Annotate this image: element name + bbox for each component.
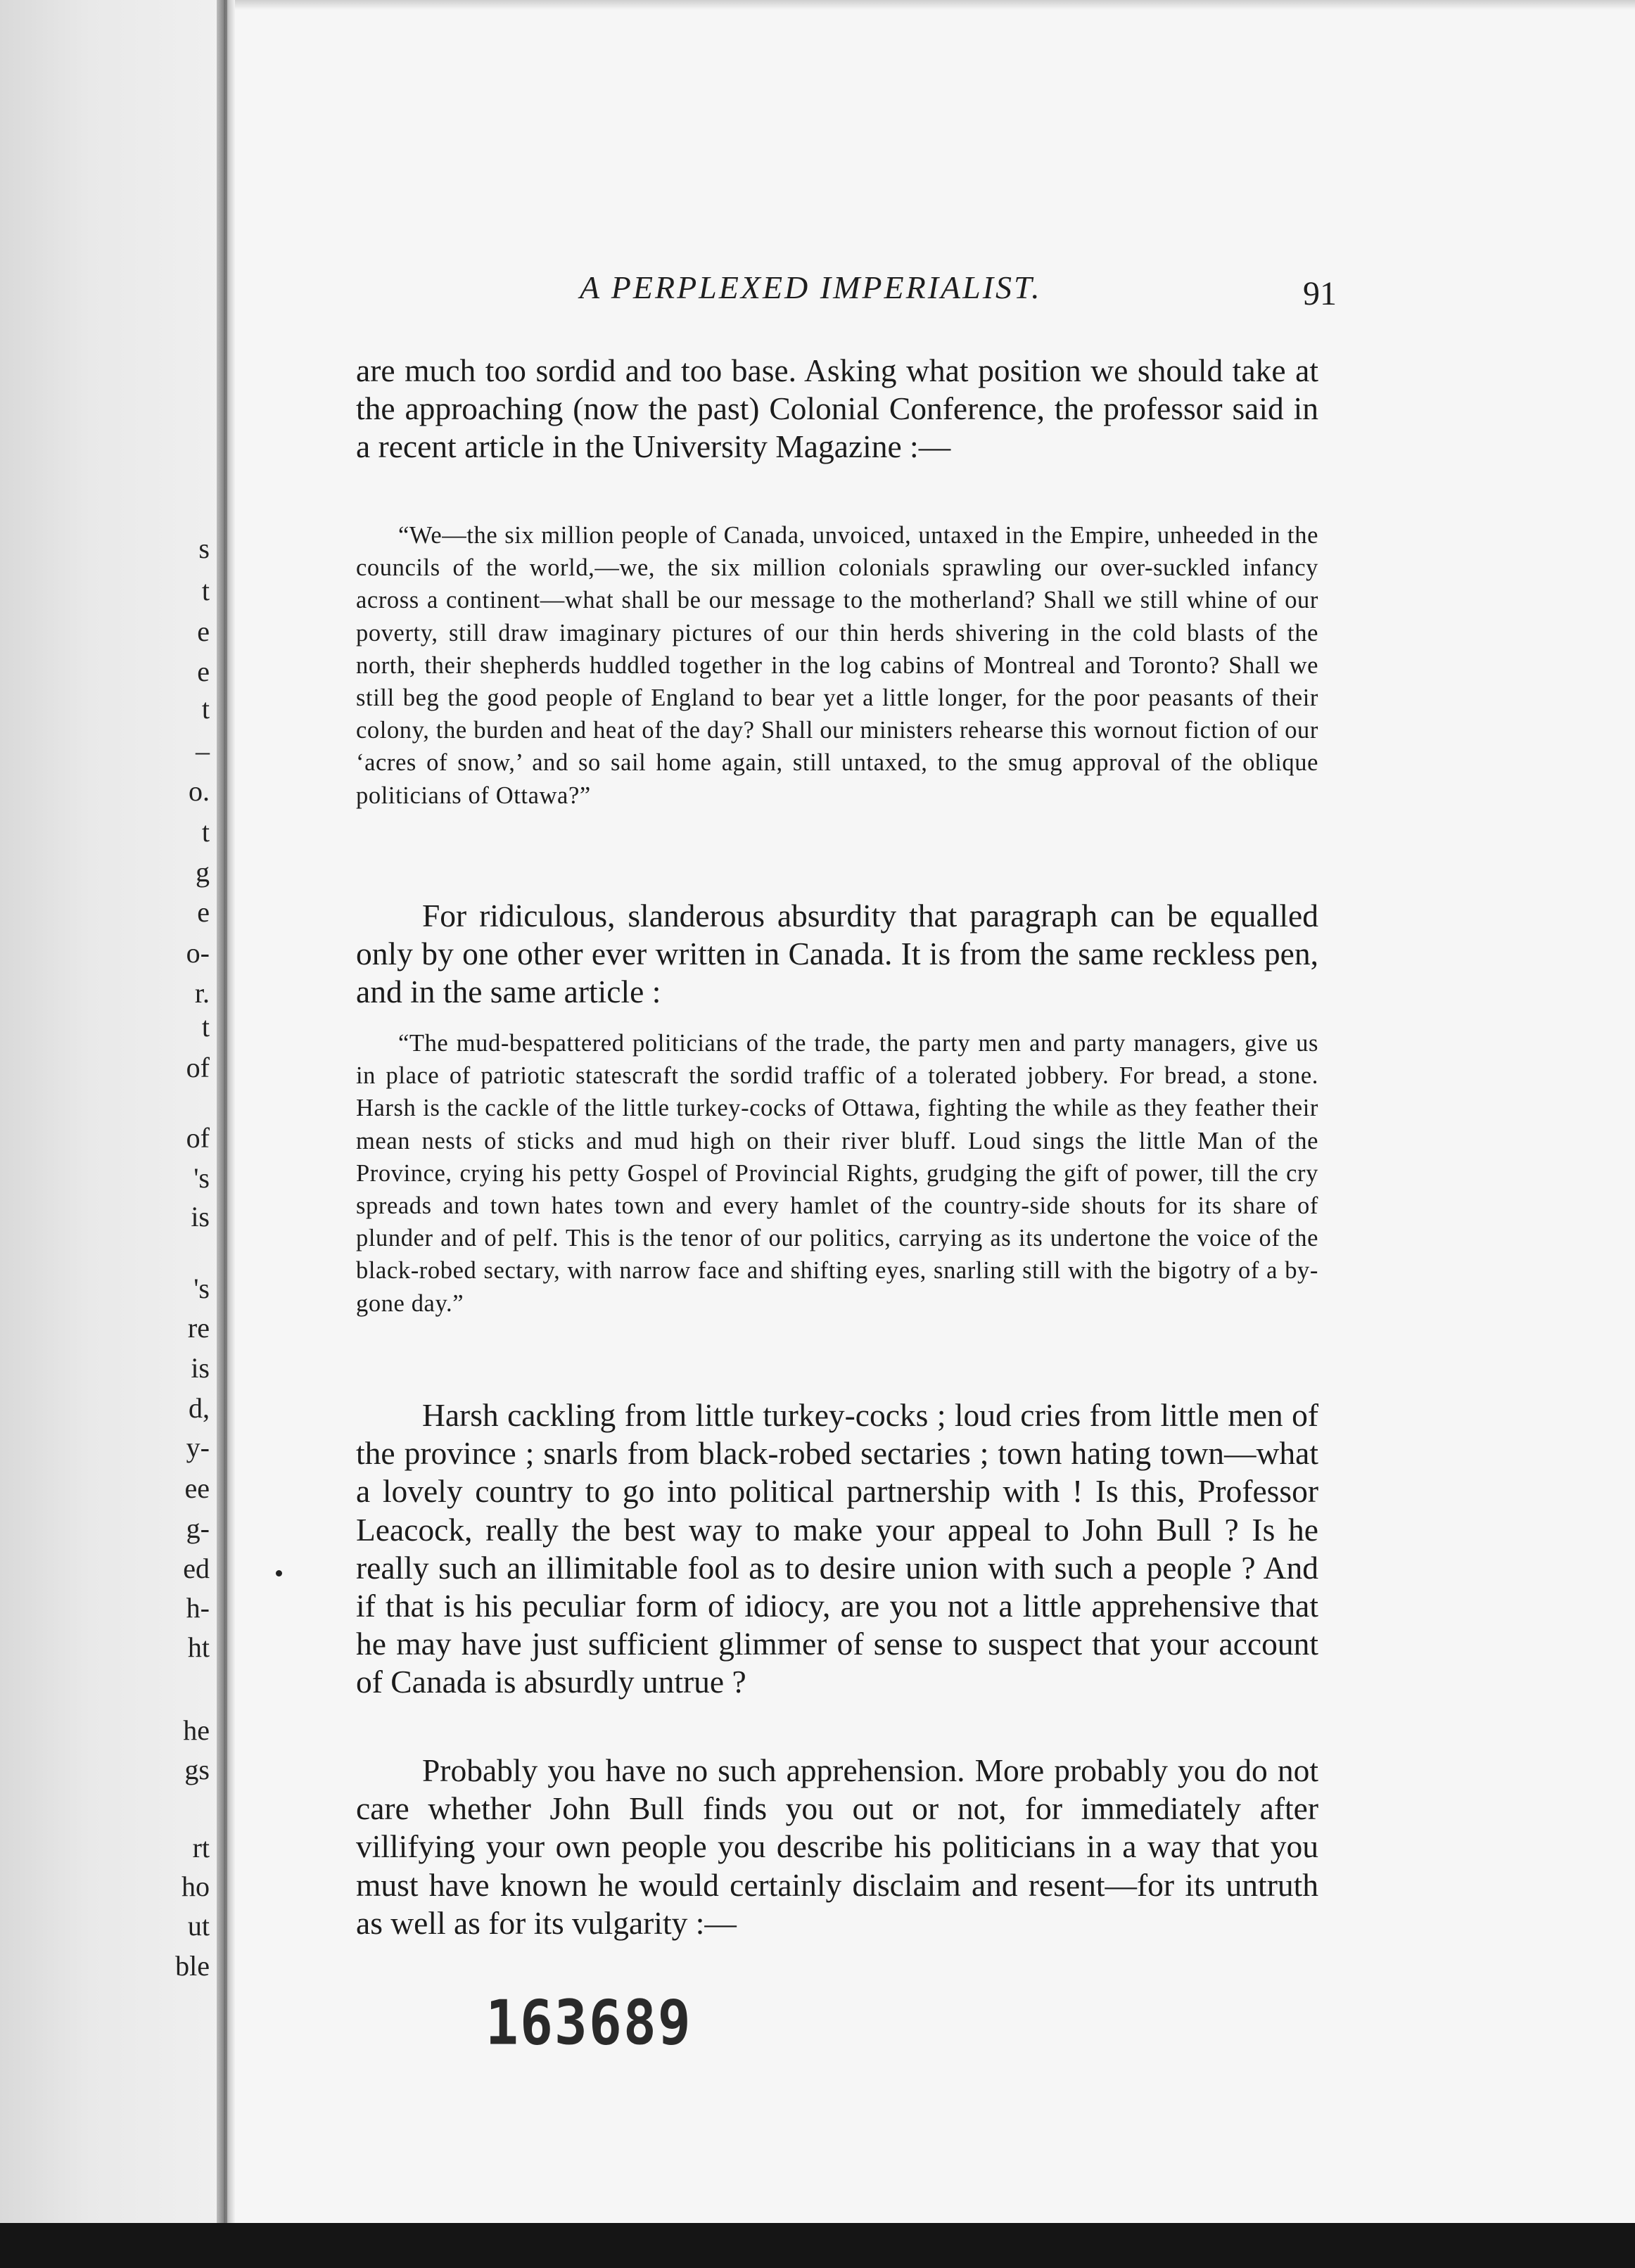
margin-dot [276, 1570, 282, 1576]
margin-fragment: t [201, 816, 210, 848]
margin-fragment: of [186, 1122, 210, 1154]
margin-fragment: rt [192, 1832, 210, 1864]
margin-fragment: re [187, 1312, 210, 1344]
margin-fragment: s [198, 533, 210, 564]
quote-2 [356, 1027, 1318, 1320]
margin-fragment: d, [189, 1392, 210, 1424]
paragraph-4-text: Probably you have no such apprehension. More probably you do not care whether John Bull finds you out or not, for immediately after villifying your own people you describe his politicians in a way that you must have known he would certainly disclaim and resent—for its untruth as well as for its vulgarity :— [356, 1752, 1318, 1941]
running-head: A PERPLEXED IMPERIALIST. [580, 269, 1042, 305]
margin-fragment: ed [183, 1553, 210, 1584]
paragraph-1 [356, 352, 1318, 466]
margin-fragment: is [191, 1352, 210, 1384]
margin-fragment: 's [193, 1273, 210, 1304]
paragraph-3-text: Harsh cackling from little turkey-cocks ; loud cries from little men of the province ; snarls from black-robed sectaries ; town hating town—what a lovely country to go into political partnership with ! Is this, Professor Leacock, really the best way to make your appeal to John Bull ? Is he really such an illimitable fool as to desire union with such a people ? And if that is his peculiar form of idiocy, are you not a little apprehensive that he may have just sufficient glimmer of sense to suspect that your account of Canada is absurdly untrue ? [356, 1397, 1318, 1700]
library-stamp-number: 163689 [485, 1988, 692, 2059]
margin-fragment: of [186, 1052, 210, 1083]
margin-fragment: ee [184, 1472, 210, 1504]
margin-fragment: g [196, 856, 210, 888]
margin-fragment: o- [186, 937, 210, 969]
previous-page-edge [0, 0, 225, 2223]
margin-fragment: t [201, 693, 210, 725]
paragraph-3 [356, 1396, 1318, 1702]
margin-fragment: h- [186, 1592, 210, 1624]
margin-fragment: r. [194, 977, 210, 1009]
margin-fragment: y- [186, 1432, 210, 1463]
paragraph-4 [356, 1752, 1318, 1942]
margin-fragment: e [197, 896, 210, 928]
margin-fragment: e [197, 616, 210, 647]
page-number: 91 [1303, 275, 1337, 312]
paragraph-2 [356, 897, 1318, 1012]
margin-fragment: ut [187, 1910, 210, 1942]
gutter-fold-line [224, 0, 227, 2223]
quote-2-text: “The mud-bespattered politicians of the trade, the party men and party managers, give us in place of patriotic statescraft the sordid traffic of a tolerated jobbery. For bread, a stone. Harsh is the cackle of the little turkey-cocks of Ottawa, fighting the while as they feather their mean nests of sticks and mud high on their river bluff. Loud sings the little Man of the Province, crying his petty Gospel of Provincial Rights, grudging the gift of power, till the cry spreads and town hates town and every hamlet of the country-side shouts for its share of plunder and of pelf. This is the tenor of our politics, carrying as its undertone the voice of the black-robed sectary, with narrow face and shifting eyes, snarling still with the bigotry of a by-gone day.” [356, 1030, 1318, 1317]
scan-bottom-border [0, 2223, 1635, 2268]
margin-fragment: ht [187, 1631, 210, 1663]
margin-fragment: t [201, 1011, 210, 1043]
margin-fragment: is [191, 1201, 210, 1232]
margin-fragment: ho [182, 1871, 210, 1902]
margin-fragment: t [201, 575, 210, 606]
quote-1 [356, 519, 1318, 812]
paragraph-1-text: are much too sordid and too base. Asking what position we should take at the approaching (now the past) Colonial Conference, the professor said in a recent article in the University Magazine :— [356, 352, 1318, 465]
paragraph-2-text: For ridiculous, slanderous absurdity that paragraph can be equalled only by one other ever written in Canada. It is from the same reckless pen, and in the same article : [356, 898, 1318, 1010]
margin-fragment: gs [184, 1754, 210, 1785]
margin-fragment: he [183, 1714, 210, 1746]
page-top-shadow [235, 0, 1635, 10]
margin-fragment: o. [189, 775, 210, 807]
margin-fragment: g- [186, 1512, 210, 1544]
margin-fragment: 's [193, 1162, 210, 1194]
quote-1-text: “We—the six million people of Canada, unvoiced, untaxed in the Empire, unheeded in the councils of the world,—we, the six million colonials sprawling our over-suckled infancy across a continent—what shall be our message to the motherland? Shall we still whine of our poverty, still draw imaginary pictures of our thin herds shivering in the cold blasts of the north, their shepherds huddled together in the log cabins of Montreal and Toronto? Shall we still beg the good people of England to bear yet a little longer, for the poor peasants of their colony, the burden and heat of the day? Shall our ministers rehearse this wornout fiction of our ‘acres of snow,’ and so sail home again, still untaxed, to the smug approval of the oblique politicians of Ottawa?” [356, 522, 1318, 809]
margin-fragment: e [197, 656, 210, 687]
margin-fragment: – [196, 735, 210, 767]
margin-fragment: ble [175, 1950, 210, 1982]
